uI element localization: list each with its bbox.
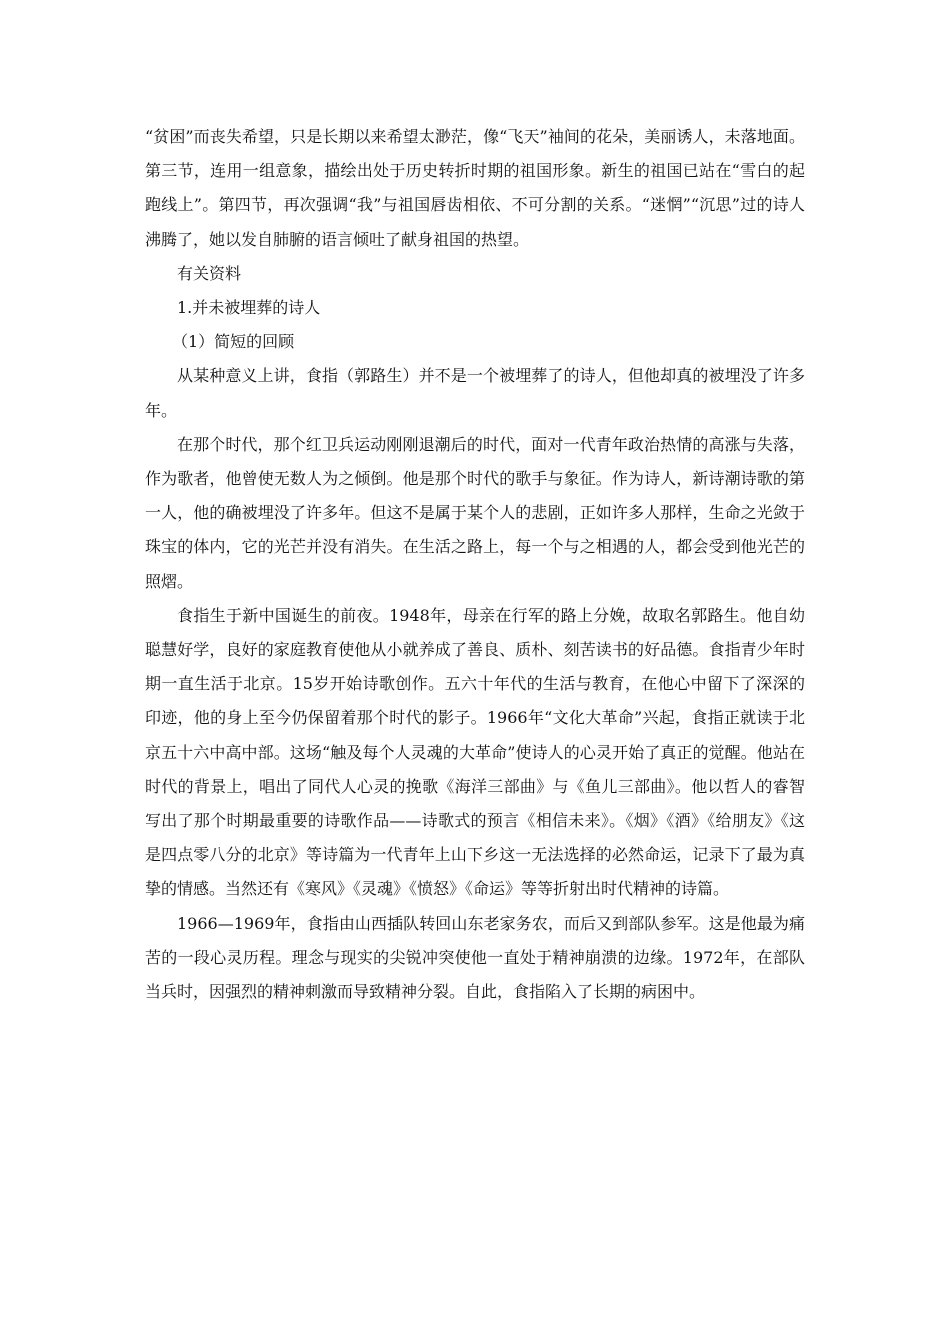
paragraph-era: 在那个时代，那个红卫兵运动刚刚退潮后的时代，面对一代青年政治热情的高涨与失落，作为歌者，他曾使无数人为之倾倒。他是那个时代的歌手与象征。作为诗人，新诗潮诗歌的第一人，他的确被埋没了许多年。但这不是属于某个人的悲剧，正如许多人那样，生命之光敛于珠宝的体内，它的光芒并没有消失。在生活之路上，每一个与之相遇的人，都会受到他光芒的照熠。 xyxy=(145,434,805,591)
subsection-heading-review: （1）简短的回顾 xyxy=(172,332,295,352)
paragraph-poem-analysis: “贫困”而丧失希望，只是长期以来希望太渺茫，像“飞天”袖间的花朵，美丽诱人，未落地面。第三节，连用一组意象，描绘出处于历史转折时期的祖国形象。新生的祖国已站在“雪白的起跑线上”。第四节，再次强调“我”与祖国唇齿相依、不可分割的关系。“迷惘”“沉思”过的诗人沸腾了，她以发自肺腑的语言倾吐了献身祖国的热望。 xyxy=(145,127,805,249)
paragraph-biography: 食指生于新中国诞生的前夜。1948年，母亲在行军的路上分娩，故取名郭路生。他自幼聪慧好学，良好的家庭教育使他从小就养成了善良、质朴、刻苦读书的好品德。食指青少年时期一直生活于北京。15岁开始诗歌创作。五六十年代的生活与教育，在他心中留下了深深的印迹，他的身上至今仍保留着那个时代的影子。1966年“文化大革命”兴起，食指正就读于北京五十六中高中部。这场“触及每个人灵魂的大革命”使诗人的心灵开始了真正的觉醒。他站在时代的背景上，唱出了同代人心灵的挽歌《海洋三部曲》与《鱼儿三部曲》。他以哲人的睿智写出了那个时期最重要的诗歌作品——诗歌式的预言《相信未来》。《烟》《酒》《给朋友》《这是四点零八分的北京》等诗篇为一代青年上山下乡这一无法选择的必然命运，记录下了最为真挚的情感。当然还有《寒风》《灵魂》《愤怒》《命运》等等折射出时代精神的诗篇。 xyxy=(145,605,805,899)
document-body xyxy=(145,120,805,1009)
section-heading-references: 有关资料 xyxy=(177,263,242,283)
paragraph-illness: 1966—1969年，食指由山西插队转回山东老家务农，而后又到部队参军。这是他最为痛苦的一段心灵历程。理念与现实的尖锐冲突使他一直处于精神崩溃的边缘。1972年，在部队当兵时，因强烈的精神刺激而导致精神分裂。自此，食指陷入了长期的病困中。 xyxy=(145,913,805,1002)
subsection-heading-poet: 1.并未被埋葬的诗人 xyxy=(177,298,321,318)
paragraph-intro: 从某种意义上讲，食指（郭路生）并不是一个被埋葬了的诗人，但他却真的被埋没了许多年。 xyxy=(145,366,805,420)
